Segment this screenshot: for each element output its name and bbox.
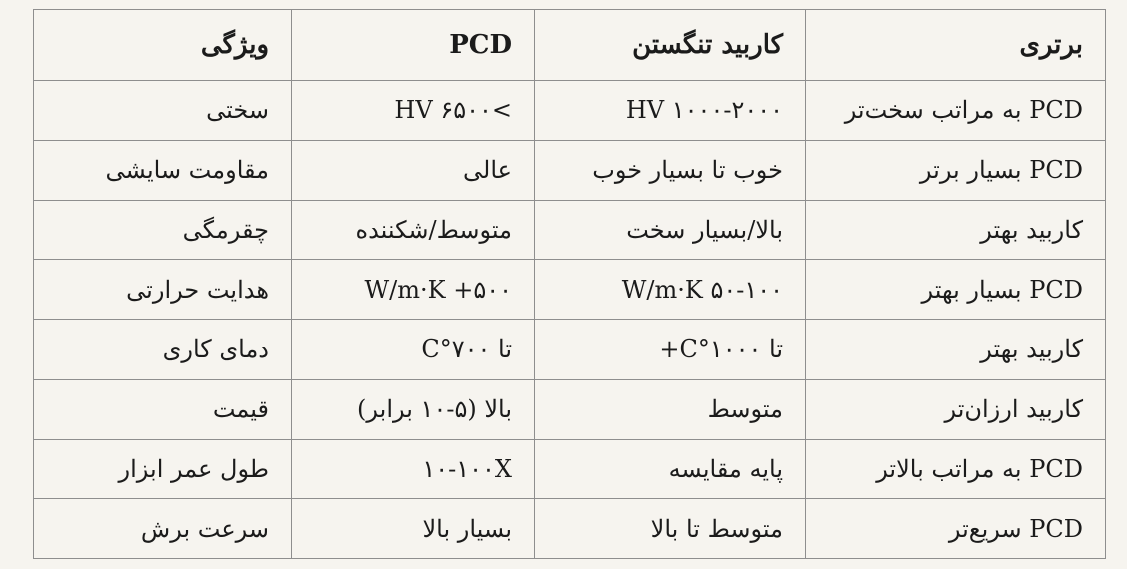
cell-tungsten-carbide: تا ۱۰۰۰°C+ xyxy=(535,320,806,380)
cell-feature: دمای کاری xyxy=(34,320,292,380)
cell-tungsten-carbide: پایه مقایسه xyxy=(535,439,806,499)
header-advantage: برتری xyxy=(806,10,1106,81)
cell-pcd: تا ۷۰۰°C xyxy=(292,320,535,380)
header-tungsten-carbide: کاربید تنگستن xyxy=(535,10,806,81)
cell-feature: سختی xyxy=(34,81,292,141)
cell-tungsten-carbide: بالا/بسیار سخت xyxy=(535,200,806,260)
table-row xyxy=(34,260,1106,320)
table-row xyxy=(34,200,1106,260)
cell-pcd: بالا (۵-۱۰ برابر) xyxy=(292,379,535,439)
cell-pcd: متوسط/شکننده xyxy=(292,200,535,260)
header-pcd: PCD xyxy=(292,10,535,81)
cell-advantage: PCD به مراتب سخت‌تر xyxy=(806,81,1106,141)
table-header-row xyxy=(34,10,1106,81)
table-row xyxy=(34,439,1106,499)
cell-pcd: >۶۵۰۰ HV xyxy=(292,81,535,141)
cell-feature: طول عمر ابزار xyxy=(34,439,292,499)
cell-advantage: کاربید بهتر xyxy=(806,200,1106,260)
cell-feature: مقاومت سایشی xyxy=(34,140,292,200)
comparison-table xyxy=(33,9,1106,559)
table-row xyxy=(34,499,1106,559)
cell-pcd: عالی xyxy=(292,140,535,200)
cell-tungsten-carbide: متوسط xyxy=(535,379,806,439)
cell-advantage: کاربید ارزان‌تر xyxy=(806,379,1106,439)
table-row xyxy=(34,81,1106,141)
cell-pcd: بسیار بالا xyxy=(292,499,535,559)
cell-feature: هدایت حرارتی xyxy=(34,260,292,320)
cell-advantage: PCD سریع‌تر xyxy=(806,499,1106,559)
cell-tungsten-carbide: متوسط تا بالا xyxy=(535,499,806,559)
comparison-table-container xyxy=(33,9,1105,559)
cell-tungsten-carbide: ۱۰۰۰-۲۰۰۰ HV xyxy=(535,81,806,141)
cell-advantage: PCD بسیار بهتر xyxy=(806,260,1106,320)
cell-advantage: کاربید بهتر xyxy=(806,320,1106,380)
cell-feature: سرعت برش xyxy=(34,499,292,559)
cell-pcd: ۱۰-۱۰۰X xyxy=(292,439,535,499)
cell-feature: قیمت xyxy=(34,379,292,439)
cell-advantage: PCD بسیار برتر xyxy=(806,140,1106,200)
table-row xyxy=(34,379,1106,439)
header-feature: ویژگی xyxy=(34,10,292,81)
cell-pcd: ۵۰۰+ W/m·K xyxy=(292,260,535,320)
cell-feature: چقرمگی xyxy=(34,200,292,260)
cell-advantage: PCD به مراتب بالاتر xyxy=(806,439,1106,499)
cell-tungsten-carbide: ۵۰-۱۰۰ W/m·K xyxy=(535,260,806,320)
cell-tungsten-carbide: خوب تا بسیار خوب xyxy=(535,140,806,200)
table-row xyxy=(34,140,1106,200)
table-row xyxy=(34,320,1106,380)
